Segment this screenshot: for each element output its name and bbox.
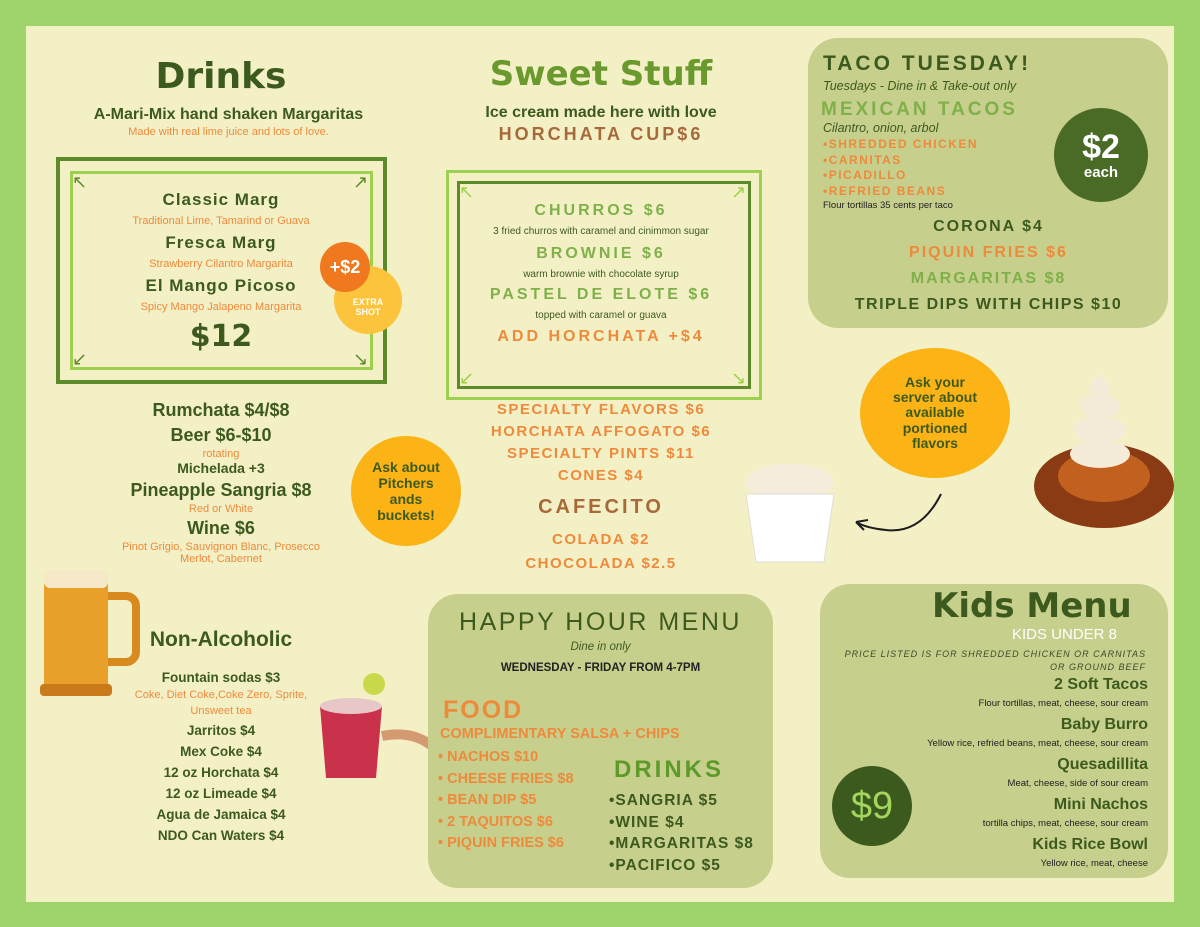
dessert-list (471, 202, 731, 346)
taco-price-badge (1054, 108, 1148, 202)
happy-food-list (438, 747, 574, 855)
sweet-title: Sweet Stuff (489, 54, 713, 94)
arrow-icon (851, 486, 946, 546)
na-note: Coke, Diet Coke,Coke Zero, Sprite, (134, 689, 308, 701)
kids-note: PRICE LISTED IS FOR SHREDDED CHICKEN OR CARNITAS OR GROUND BEEF (844, 649, 1146, 672)
kids-item-desc: Flour tortillas, meat, cheese, sour cream (978, 698, 1148, 709)
horchata-cup: HORCHATA CUP$6 (498, 124, 704, 144)
na-item: 12 oz Limeade $4 (165, 786, 277, 801)
food-item: • 2 TAQUITOS $6 (438, 813, 553, 830)
filling-item: •PICADILLO (823, 168, 907, 182)
drink-note: rotating (202, 448, 240, 460)
dessert-item: PASTEL DE ELOTE $6 (489, 286, 713, 303)
corner-arrow-icon: ↙ (72, 349, 88, 369)
dessert-item: CHURROS $6 (534, 202, 668, 219)
extra-item: CONES $4 (557, 467, 645, 484)
cafecito-title: CAFECITO (538, 496, 664, 518)
cup (746, 494, 834, 562)
marg-name: Classic Marg (162, 190, 280, 209)
extra-item: SPECIALTY FLAVORS $6 (496, 401, 706, 418)
happy-drinks-title: DRINKS (614, 756, 725, 783)
kids-item-name: 2 Soft Tacos (1054, 676, 1148, 693)
coffee-item: CHOCOLADA $2.5 (525, 555, 677, 572)
corner-arrow-icon: ↗ (353, 172, 369, 192)
filling-item: •SHREDDED CHICKEN (823, 137, 979, 151)
dessert-desc: topped with caramel or guava (535, 310, 667, 321)
happy-drinks-list (609, 790, 754, 876)
taco-title: TACO TUESDAY! (823, 52, 1032, 75)
taco-triple: TRIPLE DIPS WITH CHIPS $10 (854, 296, 1123, 313)
na-item: Agua de Jamaica $4 (156, 807, 286, 822)
kids-price-badge: $9 (832, 766, 912, 846)
na-item: Fountain sodas $3 (161, 670, 281, 685)
happy-dine: Dine in only (570, 641, 631, 653)
non-alcoholic-list (116, 670, 326, 843)
kids-item-desc: tortilla chips, meat, cheese, sour cream (982, 818, 1148, 829)
corner-arrow-icon: ↗ (731, 182, 747, 202)
na-item: 12 oz Horchata $4 (163, 765, 279, 780)
kids-item-name: Kids Rice Bowl (1032, 836, 1148, 853)
corner-arrow-icon: ↖ (459, 182, 475, 202)
dessert-desc: warm brownie with chocolate syrup (523, 269, 679, 280)
na-item: NDO Can Waters $4 (157, 828, 285, 843)
corner-arrow-icon: ↙ (459, 368, 475, 388)
food-item: • PIQUIN FRIES $6 (438, 835, 564, 851)
kids-under: KIDS UNDER 8 (1012, 626, 1118, 643)
happy-hour-title: HAPPY HOUR MENU (459, 608, 742, 636)
ice-cream-cup-image (732, 446, 852, 566)
drink-special: •SANGRIA $5 (609, 792, 718, 809)
ask-server-badge: Ask your server about available portioned flavors (860, 348, 1010, 478)
filling-item: •REFRIED BEANS (823, 183, 947, 198)
corner-arrow-icon: ↘ (353, 349, 369, 369)
kids-item-desc: Yellow rice, refried beans, meat, cheese, sour cream (927, 738, 1148, 749)
cocktail-image (296, 666, 436, 786)
drink-special: •MARGARITAS $8 (609, 835, 754, 852)
extra-shot-badge: EXTRA SHOT (334, 266, 402, 334)
glass-body (320, 706, 382, 778)
coffee-list (476, 528, 726, 576)
drinks-title: Drinks (155, 56, 287, 97)
extra-price-badge: +$2 (320, 242, 370, 292)
kids-title: Kids Menu (932, 586, 1132, 626)
drink-special: •PACIFICO $5 (609, 856, 721, 874)
drink-special: •WINE $4 (609, 813, 685, 831)
food-title: FOOD (443, 696, 524, 724)
margarita-list (96, 190, 346, 354)
na-item: Jarritos $4 (186, 723, 256, 738)
drinks-subtitle: A-Mari-Mix hand shaken Margaritas (93, 106, 364, 123)
taco-fillings (823, 137, 978, 199)
kids-item-desc: Meat, cheese, side of sour cream (1007, 778, 1148, 789)
kids-item-desc: Yellow rice, meat, cheese (1040, 858, 1148, 869)
ice-cream-scoop (1074, 416, 1126, 444)
non-alcoholic-title: Non-Alcoholic (149, 628, 293, 651)
flour-note: Flour tortillas 35 cents per taco (823, 200, 953, 211)
na-note: Unsweet tea (190, 705, 252, 717)
extra-item: HORCHATA AFFOGATO $6 (490, 423, 712, 440)
drinks-note: Made with real lime juice and lots of love. (128, 126, 329, 138)
drinks-list (86, 400, 356, 565)
marg-desc: Strawberry Cilantro Margarita (149, 258, 293, 270)
mexican-tacos-title: MEXICAN TACOS (821, 99, 1018, 120)
glass-rim (320, 698, 382, 714)
dessert-bowl-image (976, 336, 1174, 556)
mug-body (44, 570, 108, 692)
hand (382, 734, 432, 746)
drink-note: Merlot, Cabernet (180, 553, 262, 565)
drink-item: Rumchata $4/$8 (152, 400, 290, 420)
corner-arrow-icon: ↖ (72, 172, 88, 192)
dessert-item: BROWNIE $6 (536, 245, 666, 262)
food-item: • NACHOS $10 (438, 749, 539, 765)
mug-base (40, 684, 112, 696)
food-item: • BEAN DIP $5 (438, 792, 537, 808)
drink-note: Red or White (188, 503, 254, 515)
kids-items (906, 676, 1148, 869)
lime-slice (363, 673, 385, 695)
na-item: Mex Coke $4 (180, 744, 262, 759)
kids-item-name: Mini Nachos (1053, 796, 1148, 813)
marg-name: Fresca Marg (165, 233, 277, 252)
drink-item: Beer $6-$10 (170, 425, 272, 445)
marg-name: El Mango Picoso (145, 276, 297, 295)
corner-arrow-icon: ↘ (731, 368, 747, 388)
pitchers-badge: Ask about Pitchers ands buckets! (351, 436, 461, 546)
taco-margaritas: MARGARITAS $8 (910, 270, 1067, 287)
drink-note: Pinot Grigio, Sauvignon Blanc, Prosecco (121, 541, 321, 553)
kids-item-name: Quesadillita (1057, 756, 1148, 773)
taco-piquin: PIQUIN FRIES $6 (909, 244, 1068, 261)
drink-item: Wine $6 (187, 518, 255, 538)
menu-page (26, 26, 1174, 902)
sweet-subtitle: Ice cream made here with love (485, 104, 717, 121)
taco-corona: CORONA $4 (933, 218, 1044, 235)
filling-item: •CARNITAS (823, 152, 902, 167)
taco-price-unit: each (1083, 163, 1119, 181)
ice-cream-peak (1088, 375, 1112, 394)
food-item: • CHEESE FRIES $8 (438, 770, 574, 787)
dessert-desc: 3 fried churros with caramel and cinimmon sugar (493, 226, 709, 237)
taco-toppings: Cilantro, onion, arbol (823, 121, 939, 135)
taco-price: $2 (1082, 127, 1120, 166)
ice-cream-scoop (1070, 440, 1130, 468)
taco-subtitle: Tuesdays - Dine in & Take-out only (823, 79, 1017, 93)
extra-item: SPECIALTY PINTS $11 (507, 445, 695, 462)
coffee-item: COLADA $2 (552, 531, 650, 548)
marg-desc: Spicy Mango Jalapeno Margarita (140, 301, 302, 313)
drink-item: Pineapple Sangria $8 (130, 480, 312, 500)
complimentary: COMPLIMENTARY SALSA + CHIPS (440, 726, 680, 742)
ice-cream-scoop (1080, 394, 1120, 418)
marg-price: $12 (189, 319, 253, 354)
dessert-extras (456, 399, 746, 487)
dessert-item: ADD HORCHATA +$4 (497, 328, 705, 345)
marg-desc: Traditional Lime, Tamarind or Guava (132, 215, 310, 227)
drink-item: Michelada +3 (177, 460, 265, 476)
mug-foam (44, 570, 108, 588)
kids-item-name: Baby Burro (1060, 716, 1148, 733)
happy-days: WEDNESDAY - FRIDAY FROM 4-7PM (500, 662, 701, 674)
